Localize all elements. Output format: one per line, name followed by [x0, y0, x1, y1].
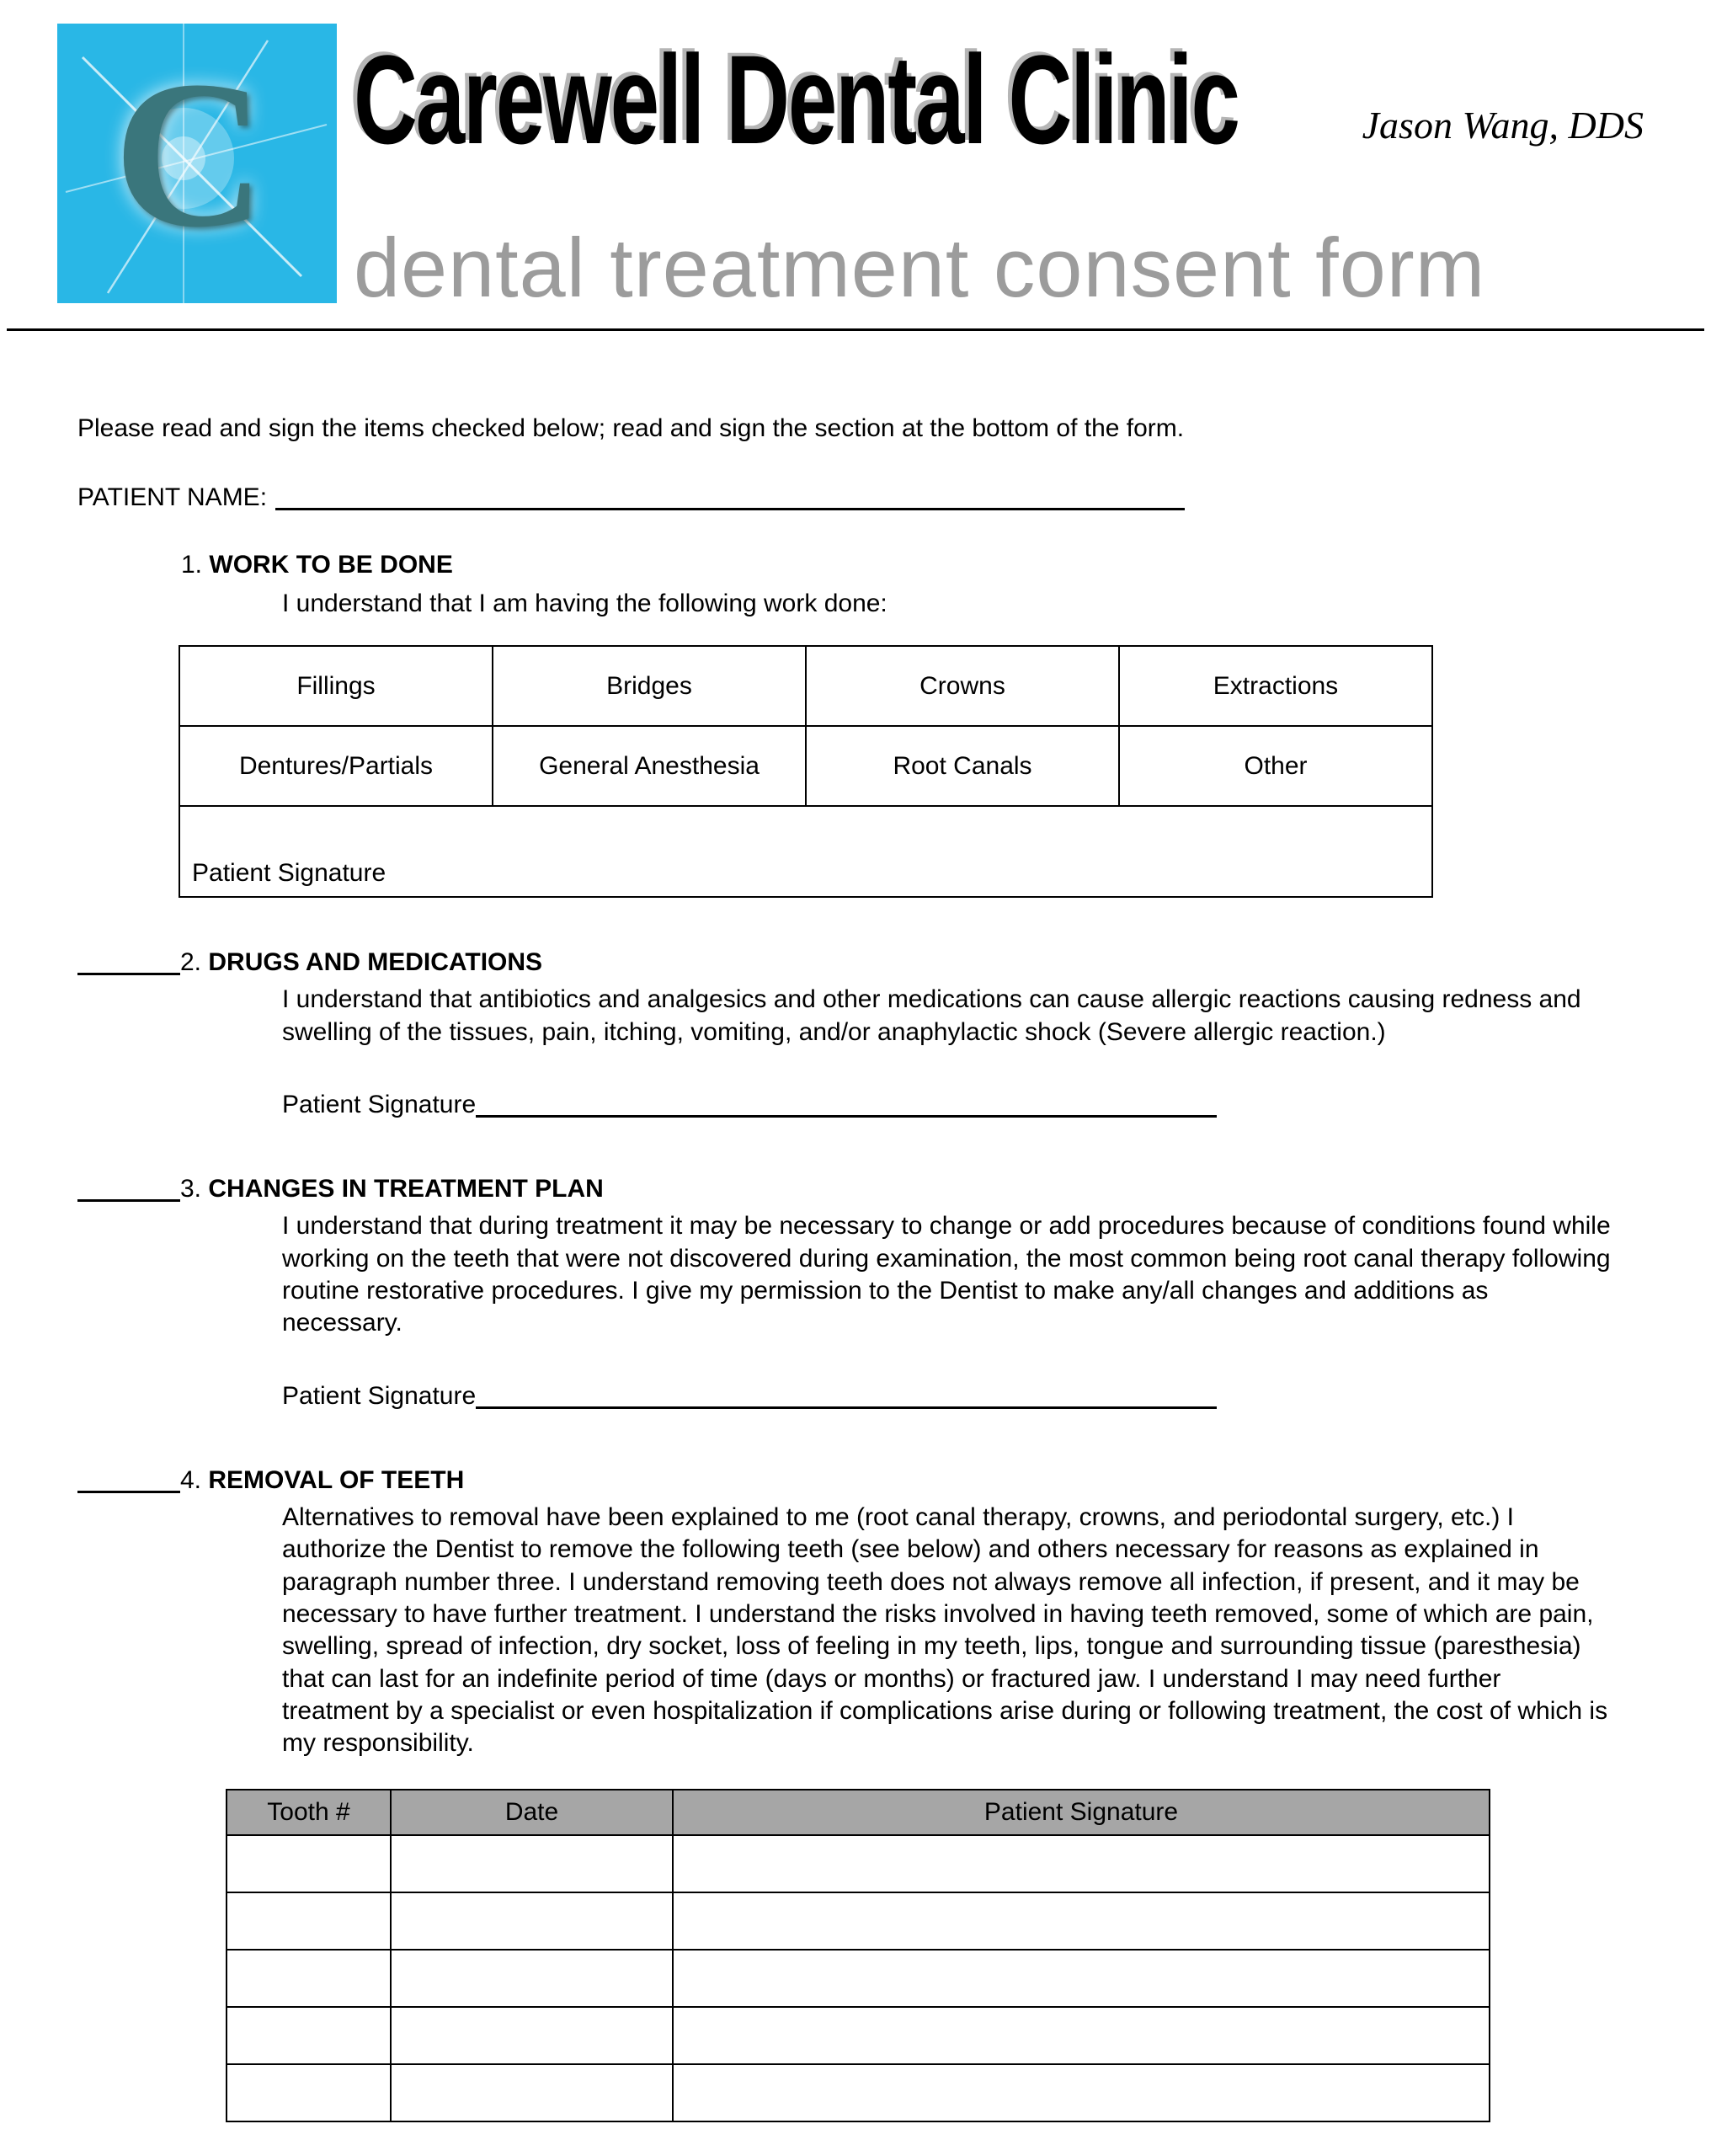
teeth-table-header-row: [227, 1790, 1490, 1835]
changes-signature-line[interactable]: [476, 1384, 1217, 1409]
form-body: [0, 414, 1711, 2122]
tooth-number-cell[interactable]: [227, 2064, 391, 2121]
tooth-number-cell[interactable]: [227, 1950, 391, 2007]
section-title: REMOVAL OF TEETH: [208, 1465, 465, 1494]
header-divider: [7, 328, 1704, 331]
section-changes-heading: [77, 1175, 1711, 1203]
clinic-name: Carewell Dental Clinic: [354, 29, 1239, 170]
instructions-text: Please read and sign the items checked below; read and sign the section at the bottom of the form.: [77, 414, 1185, 442]
patient-signature-header: Patient Signature: [673, 1790, 1490, 1835]
work-option-cell[interactable]: Extractions: [1119, 646, 1432, 726]
teeth-table-row: [227, 1892, 1490, 1950]
work-option-cell[interactable]: Root Canals: [806, 726, 1119, 806]
teeth-table-row: [227, 1950, 1490, 2007]
drugs-signature-row: [282, 1091, 1711, 1119]
teeth-removal-table: [226, 1789, 1490, 2122]
form-title: dental treatment consent form: [354, 221, 1486, 314]
patient-signature-label: Patient Signature: [282, 1381, 477, 1410]
work-options-row-2: [179, 726, 1432, 806]
teeth-table-row: [227, 2064, 1490, 2121]
section-changes-body: I understand that during treatment it may be necessary to change or add procedures because of conditions found while working on the teeth that were not discovered during examination, the most common being root canal therapy following routine restorative procedures. I give my permission to the Dentist to make any/all changes and additions as necessary.: [282, 1212, 1611, 1337]
date-cell[interactable]: [391, 1892, 673, 1950]
section-removal-body: Alternatives to removal have been explained to me (root canal therapy, crowns, and periodontal surgery, etc.) I authorize the Dentist to remove the following teeth (see below) and others necessary for reasons as explained in paragraph number three. I understand removing teeth does not always remove all infection, if present, and it may be necessary to have further treatment. I understand the risks involved in having teeth removed, some of which are pain, swelling, spread of infection, dry socket, loss of feeling in my teeth, lips, tongue and surrounding tissue (paresthesia) that can last for an indefinite period of time (days or months) or fractured jaw. I understand I may need further treatment by a specialist or even hospitalization if complications arise during or following treatment, the cost of which is my responsibility.: [282, 1502, 1608, 1758]
work-option-cell[interactable]: Fillings: [179, 646, 493, 726]
signature-cell[interactable]: [673, 1835, 1490, 1892]
section-removal-heading: [77, 1466, 1711, 1495]
section-title: CHANGES IN TREATMENT PLAN: [208, 1175, 604, 1203]
work-signature-row: [179, 806, 1432, 897]
initials-blank-line[interactable]: [77, 950, 180, 975]
signature-cell[interactable]: [673, 1950, 1490, 2007]
patient-signature-label: Patient Signature: [282, 1091, 477, 1119]
tooth-number-cell[interactable]: [227, 2007, 391, 2064]
header-text: [354, 29, 1669, 330]
work-option-cell[interactable]: Bridges: [493, 646, 806, 726]
patient-name-row: [77, 483, 1711, 512]
date-cell[interactable]: [391, 1835, 673, 1892]
tooth-number-header: Tooth #: [227, 1790, 391, 1835]
date-cell[interactable]: [391, 2007, 673, 2064]
patient-name-label: PATIENT NAME:: [77, 483, 268, 511]
tooth-number-cell[interactable]: [227, 1835, 391, 1892]
logo-letter: C: [113, 38, 266, 272]
section-work-body: I understand that I am having the following work done:: [282, 590, 887, 617]
work-signature-cell[interactable]: Patient Signature: [179, 806, 1432, 897]
work-option-cell[interactable]: Dentures/Partials: [179, 726, 493, 806]
initials-blank-line[interactable]: [77, 1468, 180, 1493]
signature-cell[interactable]: [673, 2007, 1490, 2064]
section-number: 2.: [180, 948, 202, 977]
work-option-cell[interactable]: Crowns: [806, 646, 1119, 726]
section-drugs-heading: [77, 948, 1711, 977]
date-cell[interactable]: [391, 1950, 673, 2007]
date-cell[interactable]: [391, 2064, 673, 2121]
teeth-table-row: [227, 1835, 1490, 1892]
signature-cell[interactable]: [673, 2064, 1490, 2121]
tooth-number-cell[interactable]: [227, 1892, 391, 1950]
work-options-row-1: [179, 646, 1432, 726]
section-work-heading: [181, 551, 1711, 579]
drugs-signature-line[interactable]: [476, 1092, 1217, 1118]
work-option-cell[interactable]: General Anesthesia: [493, 726, 806, 806]
signature-cell[interactable]: [673, 1892, 1490, 1950]
section-title: WORK TO BE DONE: [209, 551, 453, 579]
section-number: 3.: [180, 1175, 202, 1203]
work-option-cell[interactable]: Other: [1119, 726, 1432, 806]
section-number: 4.: [180, 1465, 202, 1494]
dentist-name: Jason Wang, DDS: [1362, 104, 1644, 147]
section-number: 1.: [181, 551, 203, 579]
clinic-logo: [57, 24, 337, 303]
section-title: DRUGS AND MEDICATIONS: [208, 948, 543, 977]
initials-blank-line[interactable]: [77, 1177, 180, 1202]
teeth-table-row: [227, 2007, 1490, 2064]
patient-name-input-line[interactable]: [275, 485, 1185, 510]
work-options-table: [179, 645, 1433, 898]
form-header: [0, 0, 1711, 330]
changes-signature-row: [282, 1382, 1711, 1411]
section-drugs-body: I understand that antibiotics and analgesics and other medications can cause allergic reactions causing redness and swelling of the tissues, pain, itching, vomiting, and/or anaphylactic shock (Severe allergic reaction.): [282, 985, 1581, 1046]
date-header: Date: [391, 1790, 673, 1835]
